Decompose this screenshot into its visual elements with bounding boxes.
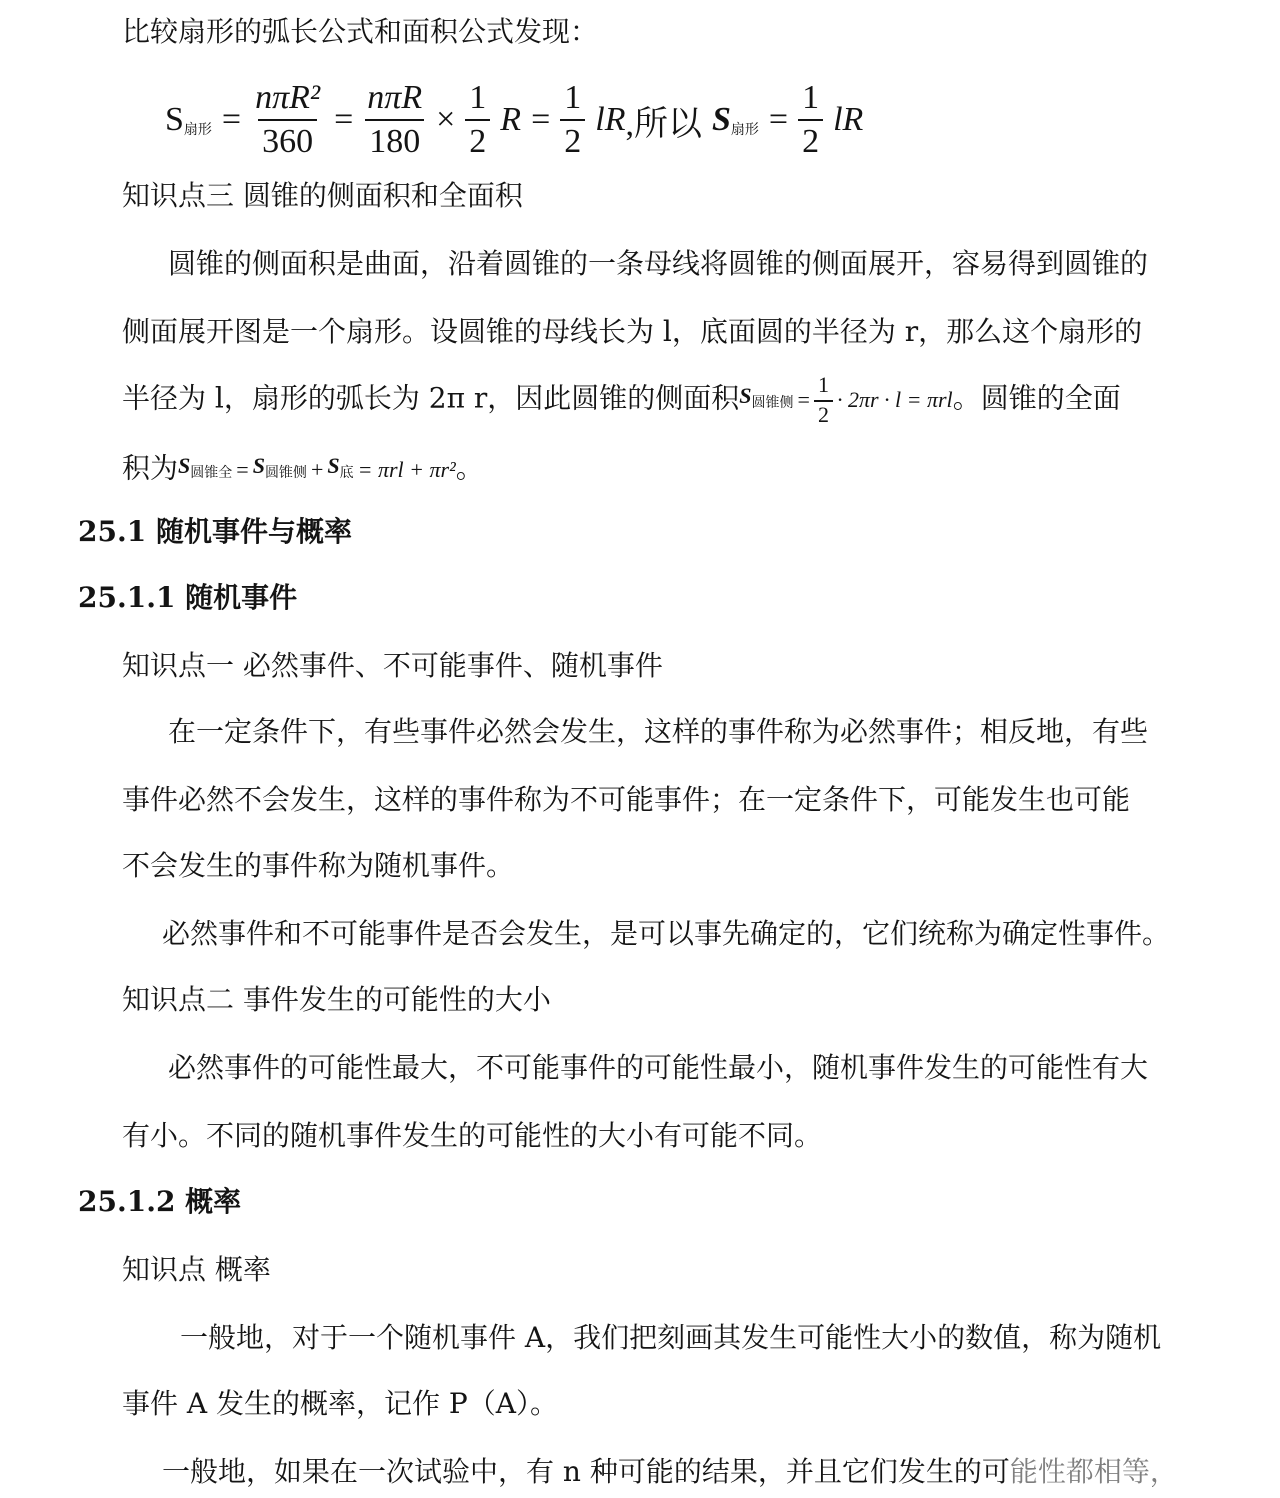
section-heading-25-1-1: 25.1.1 随机事件: [78, 581, 298, 614]
equals-sign: =: [334, 101, 354, 138]
formula-S-fan: $S_{扇形}$: [711, 101, 759, 138]
cone-total-area-formula: $S_{圆锥全}$ = $S_{圆锥侧}$ + $S_底$ = πrl + πr²: [178, 453, 456, 482]
formula-lR: lR: [595, 101, 626, 138]
intro-text: 比较扇形的弧长公式和面积公式发现：: [122, 15, 599, 48]
formula-lR: lR: [833, 101, 864, 138]
para2-line3: 不会发生的事件称为随机事件。: [122, 849, 515, 882]
fraction-half: $\frac{1}{2}$: [560, 81, 585, 159]
para1-line2: 侧面展开图是一个扇形。设圆锥的母线长为 l，底面圆的半径为 r，那么这个扇形的: [122, 315, 1143, 348]
para1-line4: 积为 $S_{圆锥全}$ = $S_{圆锥侧}$ + $S_底$ = πrl + πr² 。: [122, 446, 484, 494]
times-sign: ×: [436, 101, 456, 138]
equals-sign: =: [768, 101, 789, 138]
sector-area-formula: [165, 75, 863, 165]
para6-line1: 一般地，如果在一次试验中，有 n 种可能的结果，并且它们发生的可能性都相等，: [162, 1455, 1178, 1488]
fraction-half: $\frac{1}{2}$: [465, 81, 490, 159]
equals-sign: =: [221, 101, 242, 138]
kp1-title: 知识点一 必然事件、不可能事件、随机事件: [122, 649, 663, 682]
formula-R: R: [500, 101, 522, 138]
para2-line2: 事件必然不会发生，这样的事件称为不可能事件；在一定条件下，可能发生也可能: [122, 783, 1131, 816]
cone-lateral-area-formula: $S_{圆锥侧}$ = $\frac{1}{2}$ · 2πr · l = πrl: [739, 372, 953, 427]
watermark-overlay: [1010, 1456, 1190, 1486]
fraction-npiR2-360: $\frac{\text{nπR²}}{360}$: [255, 79, 321, 160]
equals-sign: =: [531, 101, 551, 138]
para3-line1: 必然事件和不可能事件是否会发生，是可以事先确定的，它们统称为确定性事件。: [162, 917, 1171, 950]
formula-S: $S_{扇形}$: [165, 101, 212, 138]
para1-line1: 圆锥的侧面积是曲面，沿着圆锥的一条母线将圆锥的侧面展开，容易得到圆锥的: [168, 247, 1149, 280]
para4-line1: 必然事件的可能性最大，不可能事件的可能性最小，随机事件发生的可能性有大: [168, 1051, 1149, 1084]
kp2-title: 知识点二 事件发生的可能性的大小: [122, 983, 551, 1016]
kp-title: 知识点 概率: [122, 1253, 271, 1286]
para1-line3: 半径为 l，扇形的弧长为 2π r，因此圆锥的侧面积 $S_{圆锥侧}$ = $\frac{1}{2}$ · 2πr · l = πrl 。圆锥的全面: [122, 372, 1121, 427]
para4-line2: 有小。不同的随机事件发生的可能性的大小有可能不同。: [122, 1119, 823, 1152]
section-heading-25-1: 25.1 随机事件与概率: [78, 515, 352, 548]
kp3-title: 知识点三 圆锥的侧面积和全面积: [122, 179, 523, 212]
formula-so-text: ,所以: [625, 105, 702, 143]
para5-line1: 一般地，对于一个随机事件 A，我们把刻画其发生可能性大小的数值，称为随机: [180, 1321, 1162, 1354]
section-heading-25-1-2: 25.1.2 概率: [78, 1185, 242, 1218]
para5-line2: 事件 A 发生的概率，记作 P（A）。: [122, 1387, 558, 1420]
fraction-half: $\frac{1}{2}$: [798, 81, 823, 159]
para2-line1: 在一定条件下，有些事件必然会发生，这样的事件称为必然事件；相反地，有些: [168, 715, 1149, 748]
fraction-npiR-180: $\frac{\text{nπR}}{180}$: [363, 81, 426, 159]
